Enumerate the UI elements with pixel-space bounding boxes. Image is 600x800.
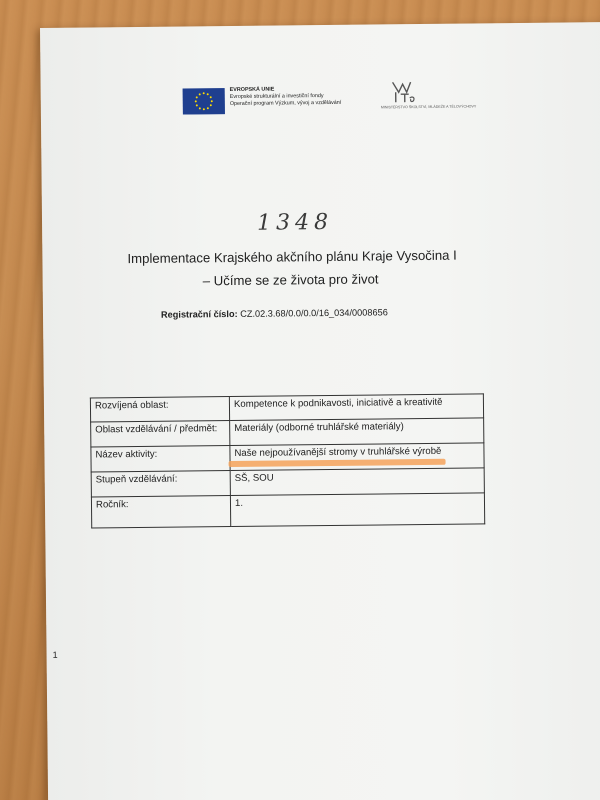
eu-program-text: [230, 86, 342, 108]
registration-label: Registrační číslo:: [160, 308, 238, 320]
header-logos: [183, 84, 477, 119]
activity-info-table: [90, 393, 485, 528]
table-value-cell: Kompetence k podnikavosti, iniciativě a kreativitě: [229, 394, 483, 421]
activity-name-text: Naše nejpoužívanější stromy v truhlářské výrobě: [234, 445, 442, 459]
table-value-cell: [230, 443, 484, 471]
table-label-cell: Název aktivity:: [91, 446, 230, 472]
handwritten-number: 1348: [256, 209, 334, 236]
eu-line-3: Operační program Výzkum, vývoj a vzdělávání: [229, 99, 342, 107]
table-label-cell: Ročník:: [91, 496, 230, 528]
table-value-cell: 1.: [230, 493, 484, 527]
eu-flag-logo: [183, 88, 225, 114]
table-label-cell: Rozvíjená oblast:: [90, 397, 229, 422]
document-page: [40, 22, 600, 800]
table-value-cell: SŠ, SOU: [230, 468, 484, 496]
highlighted-activity-name: [234, 446, 441, 459]
document-title: Implementace Krajského akčního plánu Kraje Vysočina I: [127, 247, 457, 267]
document-subtitle: – Učíme se ze života pro život: [202, 271, 379, 289]
highlighter-mark: [229, 459, 446, 467]
table-value-cell: Materiály (odborné truhlářské materiály): [230, 418, 484, 446]
eu-line-2: Evropské strukturální a investiční fondy: [229, 92, 324, 100]
registration-number: [161, 307, 388, 319]
msmt-text: MINISTERSTVO ŠKOLSTVÍ, MLÁDEŽE A TĚLOVÝCHOVY: [380, 104, 477, 110]
table-row: [91, 493, 484, 528]
registration-value: CZ.02.3.68/0.0/0.0/16_034/0008656: [240, 307, 388, 319]
table-label-cell: Oblast vzdělávání / předmět:: [91, 421, 230, 447]
page-number: 1: [52, 649, 58, 660]
eu-line-1: EVROPSKÁ UNIE: [229, 86, 275, 94]
table-label-cell: Stupeň vzdělávání:: [91, 471, 230, 497]
msmt-logo: [380, 78, 477, 116]
